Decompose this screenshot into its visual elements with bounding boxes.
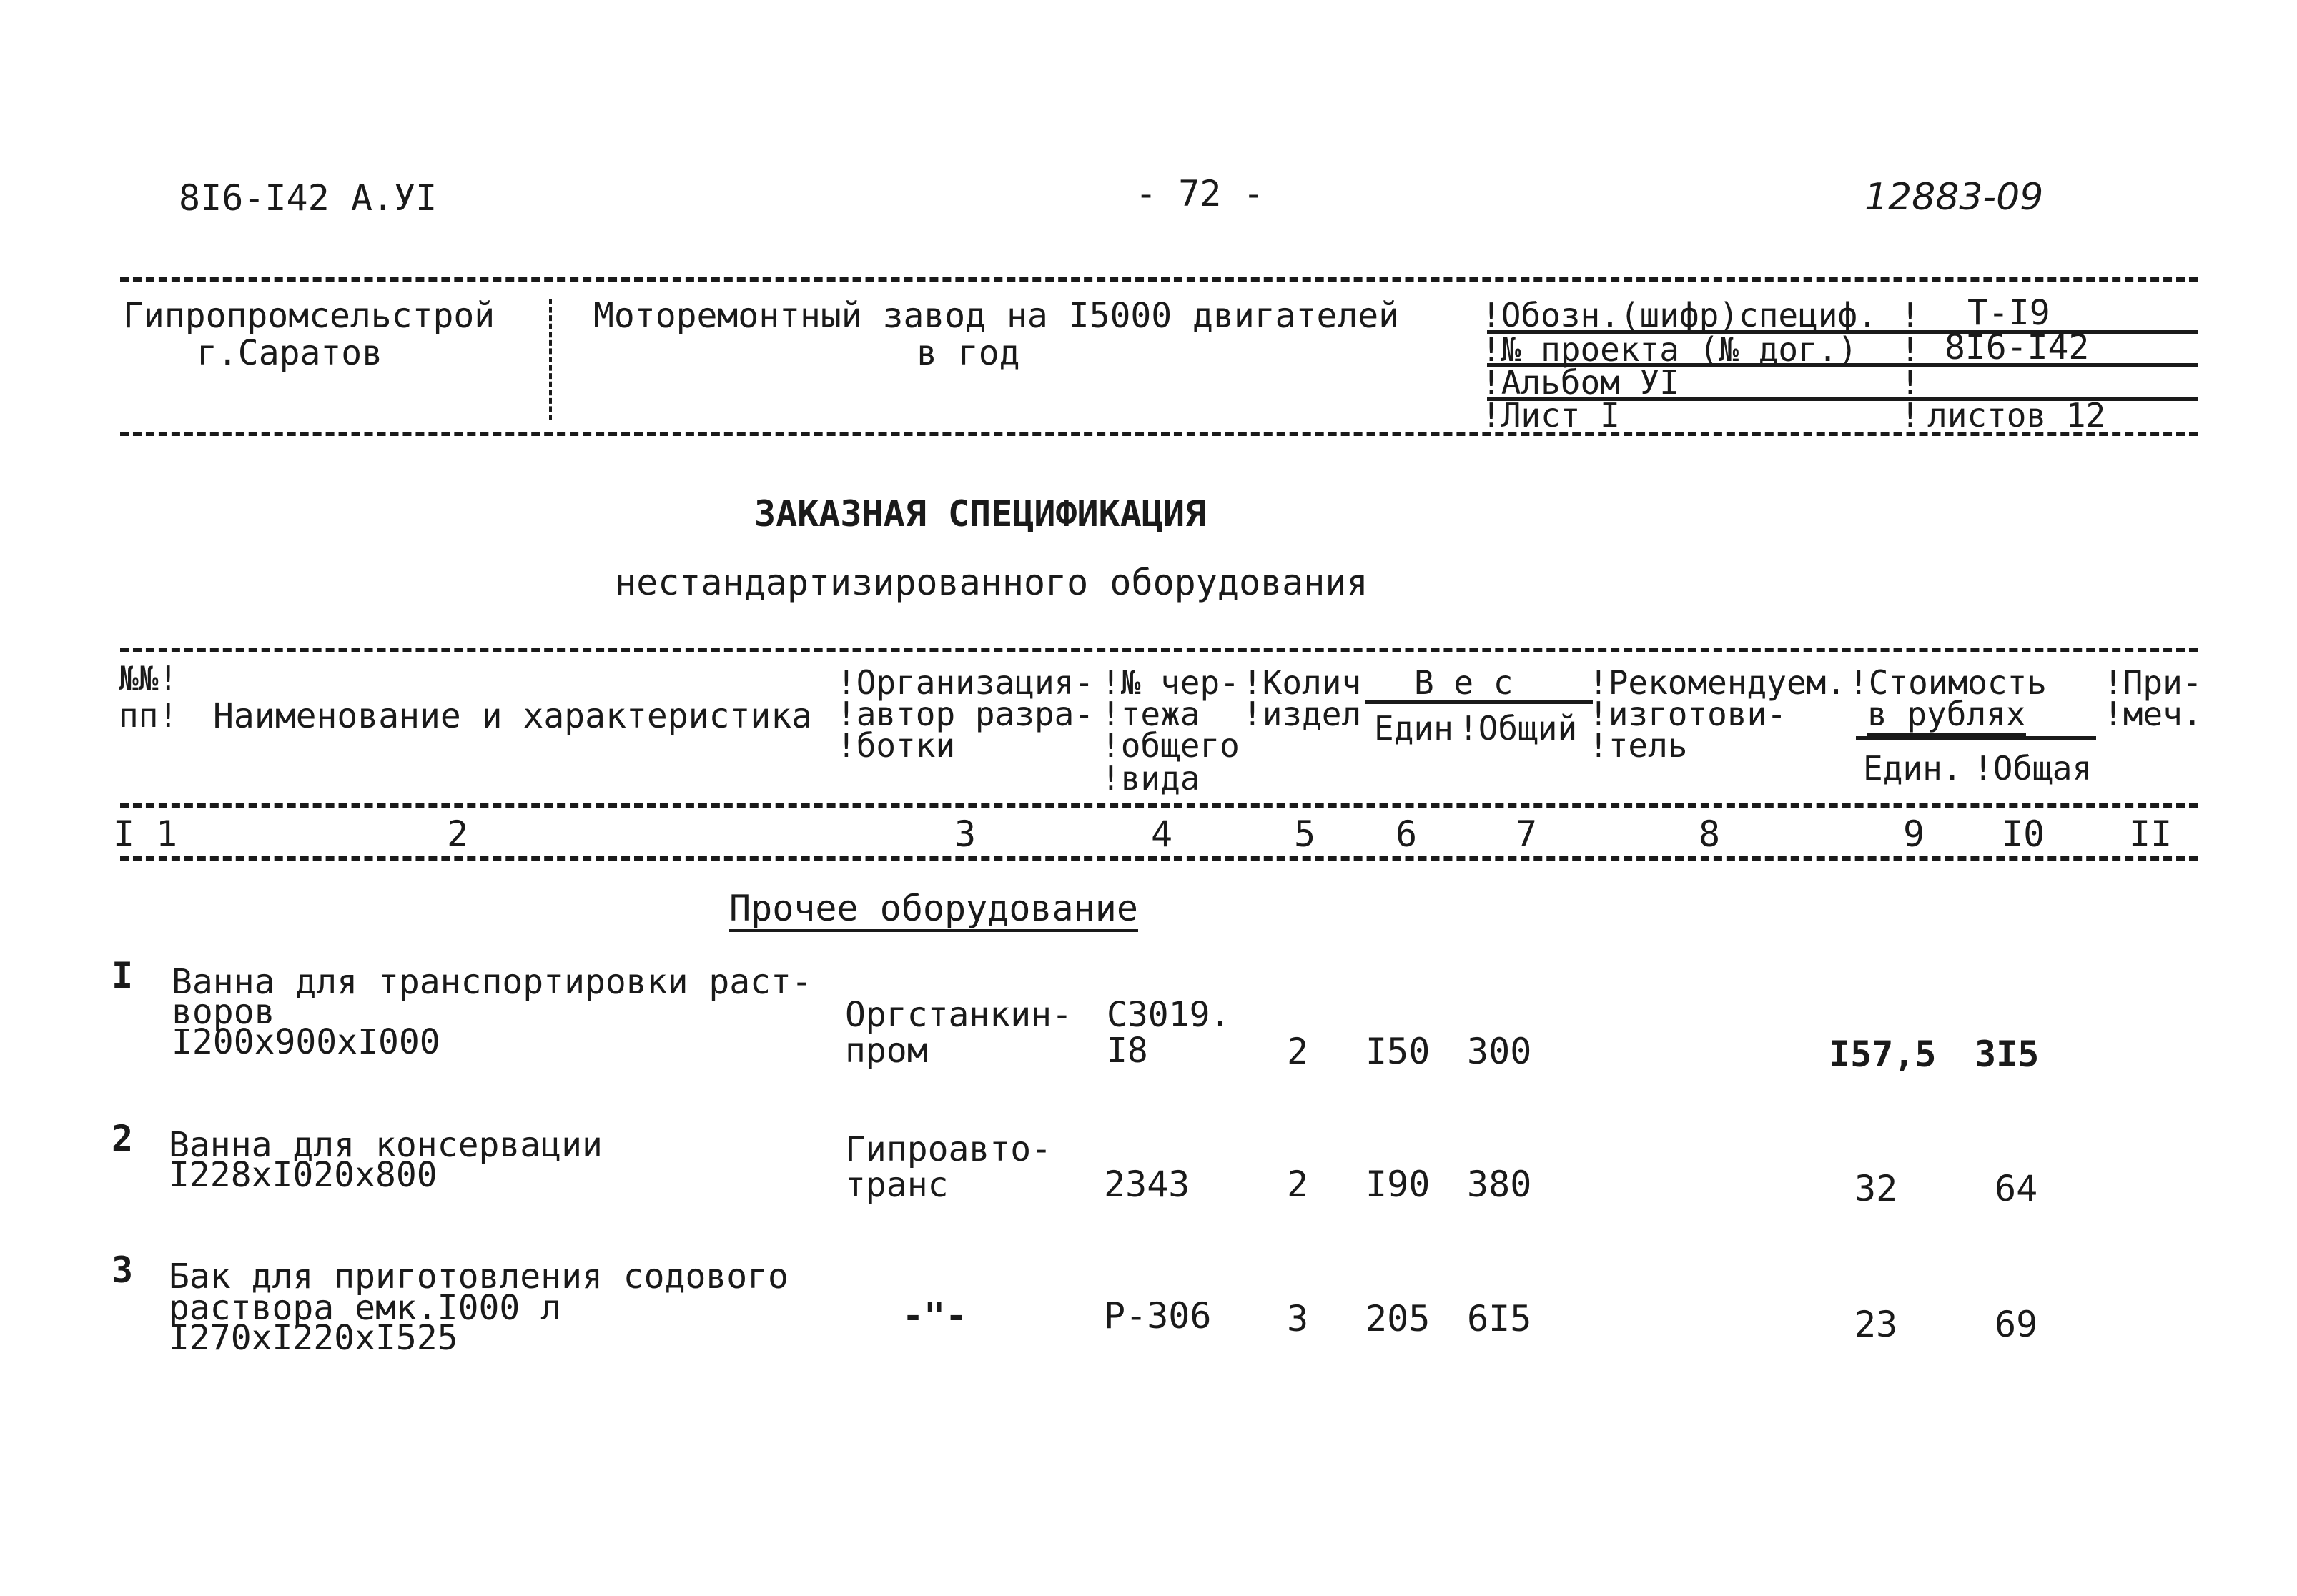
col-7-header: !Общий <box>1458 709 1578 748</box>
col-number-8: 8 <box>1699 813 1721 855</box>
col-number-6: 6 <box>1396 813 1418 855</box>
document-subtitle: нестандартизированного оборудования <box>615 562 1368 603</box>
table-header-mid-rule <box>120 803 2198 808</box>
row-cost-total: 69 <box>1995 1304 2038 1345</box>
sheets-count: листов 12 <box>1927 396 2106 435</box>
row-org-line2: транс <box>845 1165 949 1205</box>
organization-name: Гипропромсельстрой <box>123 296 495 336</box>
row-name-line1: Бак для приготовления содового <box>169 1257 789 1297</box>
registration-number: 12883-09 <box>1864 176 2044 219</box>
col-number-1b: 1 <box>156 813 178 855</box>
row-name-line3: I200x900xI000 <box>172 1022 440 1062</box>
col-6-header: Един <box>1374 709 1453 748</box>
col-4-header-line4: !вида <box>1101 759 1200 798</box>
row-org-ditto: -"- <box>902 1295 967 1337</box>
row-weight-total: 380 <box>1467 1164 1532 1205</box>
row-cost-unit: 23 <box>1854 1304 1898 1345</box>
document-code: 8I6-I42 А.УI <box>179 177 438 219</box>
col-4-header-line3: !общего <box>1101 726 1240 765</box>
col-11-header-line1: !При- <box>2103 663 2203 702</box>
col-3-header-line3: !ботки <box>836 726 956 765</box>
col-number-2: 2 <box>447 813 469 855</box>
project-number-separator: ! <box>1900 330 1920 369</box>
row-number: I <box>112 955 134 996</box>
document-title: ЗАКАЗНАЯ СПЕЦИФИКАЦИЯ <box>754 493 1207 535</box>
project-name-line1: Моторемонтный завод на I5000 двигателей <box>593 296 1400 336</box>
col-10-header: !Общая <box>1973 749 2093 788</box>
weight-group-header: В е с <box>1414 663 1513 702</box>
spec-code-label: !Обозн.(шифр)специф. <box>1481 296 1877 334</box>
title-block-divider <box>549 299 552 420</box>
row-org-line1: Гипроавто- <box>845 1129 1052 1169</box>
sheets-separator: ! <box>1900 396 1920 435</box>
section-title: Прочее оборудование <box>729 891 1138 932</box>
col-number-5: 5 <box>1294 813 1316 855</box>
row-quantity: 2 <box>1287 1164 1309 1205</box>
sheet-label: !Лист I <box>1481 396 1620 435</box>
album-label: !Альбом УI <box>1481 363 1679 402</box>
row-weight-total: 300 <box>1467 1031 1532 1072</box>
row-weight-total: 6I5 <box>1467 1298 1532 1339</box>
project-name-line2: в год <box>917 333 1020 373</box>
col-3-header-line2: !автор разра- <box>836 695 1095 733</box>
title-block-bottom-rule <box>120 432 2198 436</box>
row-number: 2 <box>112 1118 134 1159</box>
row-cost-total: 3I5 <box>1975 1034 2040 1075</box>
cost-group-header-line1: !Стоимость <box>1849 663 2047 702</box>
row-name-line2: воров <box>172 992 275 1032</box>
row-weight-unit: 205 <box>1365 1298 1431 1339</box>
col-5-header-line1: !Колич <box>1243 663 1362 702</box>
row-number: 3 <box>112 1249 134 1291</box>
row-cost-unit: 32 <box>1854 1168 1898 1209</box>
col-11-header-line2: !меч. <box>2103 695 2203 733</box>
row-weight-unit: I90 <box>1365 1164 1431 1205</box>
row-cost-unit: I57,5 <box>1829 1034 1937 1075</box>
table-header-bottom-rule <box>120 856 2198 861</box>
col-8-header-line3: !тель <box>1589 726 1688 765</box>
col-number-7: 7 <box>1516 813 1538 855</box>
project-number-value: 8I6-I42 <box>1945 327 2090 367</box>
row-drawing-line1: С3019. <box>1107 995 1231 1035</box>
cost-group-rule <box>1856 736 2096 740</box>
col-4-header-line2: !тежа <box>1101 695 1200 733</box>
row-drawing: 2343 <box>1104 1164 1190 1205</box>
project-number-label: !№ проекта (№ дог.) <box>1481 330 1858 369</box>
row-org-line2: пром <box>845 1031 928 1071</box>
col-1-header-line1: №№! <box>119 659 179 698</box>
spec-code-value: Т-I9 <box>1967 293 2050 333</box>
organization-city: г.Саратов <box>197 333 383 373</box>
col-8-header-line1: !Рекомендуем. <box>1589 663 1847 702</box>
row-drawing: Р-306 <box>1104 1295 1212 1337</box>
row-name-line3: I270xI220xI525 <box>169 1318 458 1358</box>
weight-group-rule <box>1365 700 1593 704</box>
col-number-9: 9 <box>1903 813 1925 855</box>
table-header-top-rule <box>120 648 2198 652</box>
row-quantity: 2 <box>1287 1031 1309 1072</box>
row-drawing-line2: I8 <box>1107 1031 1148 1071</box>
col-number-3: 3 <box>954 813 977 855</box>
col-number-10: I0 <box>2002 813 2045 855</box>
col-number-4: 4 <box>1151 813 1173 855</box>
col-8-header-line2: !изготови- <box>1589 695 1787 733</box>
col-number-1: I <box>113 813 135 855</box>
row-name-line1: Ванна для консервации <box>169 1125 603 1165</box>
col-4-header-line1: !№ чер- <box>1101 663 1240 702</box>
row-cost-total: 64 <box>1995 1168 2038 1209</box>
page-number: - 72 - <box>1135 173 1265 214</box>
title-block-top-rule <box>120 277 2198 282</box>
row-weight-unit: I50 <box>1365 1031 1431 1072</box>
col-1-header-line2: пп! <box>119 696 179 735</box>
row-name-line2: раствора емк.I000 л <box>169 1288 562 1328</box>
cost-group-header-line2: в рублях <box>1867 698 2026 736</box>
col-9-header: Един. <box>1863 749 1962 788</box>
col-2-header: Наименование и характеристика <box>213 696 813 736</box>
col-5-header-line2: !издел <box>1243 695 1362 733</box>
row-org-line1: Оргстанкин- <box>845 995 1072 1035</box>
row-name-line1: Ванна для транспортировки раст- <box>172 962 812 1002</box>
col-3-header-line1: !Организация- <box>836 663 1095 702</box>
row-name-line2: I228xI020x800 <box>169 1155 438 1195</box>
row-quantity: 3 <box>1287 1298 1309 1339</box>
album-separator: ! <box>1900 363 1920 402</box>
col-number-11: II <box>2129 813 2173 855</box>
spec-code-separator: ! <box>1900 296 1920 334</box>
